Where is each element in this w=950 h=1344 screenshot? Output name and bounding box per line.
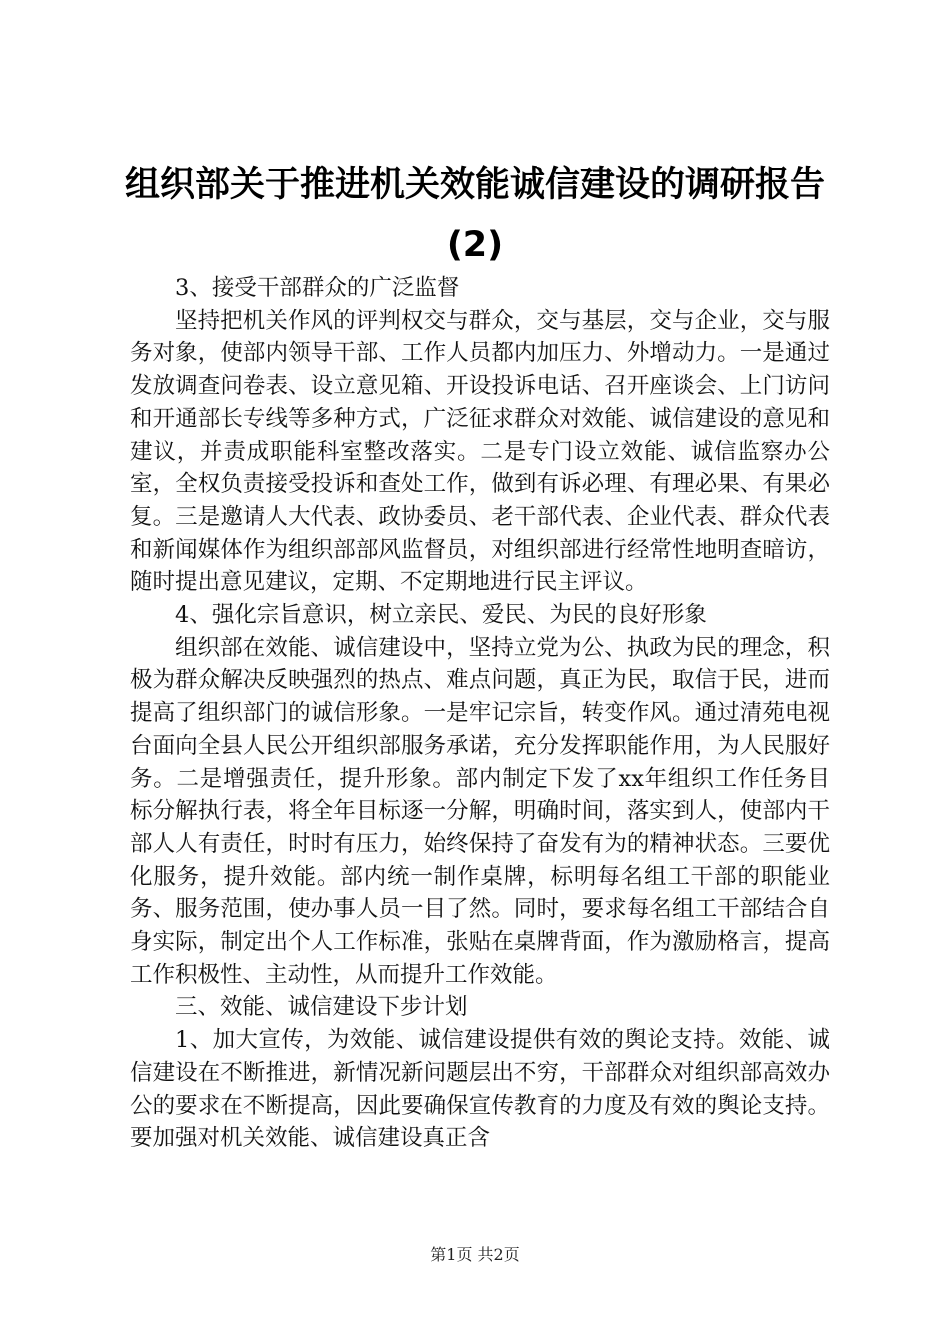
- section-heading: 三、效能、诚信建设下步计划: [175, 994, 468, 1021]
- section-heading: 3、接受干部群众的广泛监督: [175, 275, 460, 301]
- document-body: [130, 272, 830, 1155]
- section-heading: 4、强化宗旨意识，树立亲民、爱民、为民的良好形象: [175, 602, 707, 629]
- document-title: 组织部关于推进机关效能诚信建设的调研报告: [124, 165, 825, 205]
- document-title-continuation: (2): [446, 225, 504, 265]
- body-paragraph: 坚持把机关作风的评判权交与群众，交与基层，交与企业，交与服务对象，使部内领导干部、工作人员都内加压力、外增动力。一是通过发放调查问卷表、设立意见箱、开设投诉电话、召开座谈会、上门访问和开通部长专线等多种方式，广泛征求群众对效能、诚信建设的意见和建议，并责成职能科室整改落实。二是专门设立效能、诚信监察办公室，全权负责接受投诉和查处工作，做到有诉必理、有理必果、有果必复。三是邀请人大代表、政协委员、老干部代表、企业代表、群众代表和新闻媒体作为组织部部风监督员，对组织部进行经常性地明查暗访，随时提出意见建议，定期、不定期地进行民主评议。: [130, 307, 830, 596]
- body-paragraph: 组织部在效能、诚信建设中，坚持立党为公、执政为民的理念，积极为群众解决反映强烈的热点、难点问题，真正为民，取信于民，进而提高了组织部门的诚信形象。一是牢记宗旨，转变作风。通过清苑电视台面向全县人民公开组织部服务承诺，充分发挥职能作用，为人民服好务。二是增强责任，提升形象。部内制定下发了xx年组织工作任务目标分解执行表，将全年目标逐一分解，明确时间，落实到人，使部内干部人人有责任，时时有压力，始终保持了奋发有为的精神状态。三要优化服务，提升效能。部内统一制作桌牌，标明每名组工干部的职能业务、服务范围，使办事人员一目了然。同时，要求每名组工干部结合自身实际，制定出个人工作标准，张贴在桌牌背面，作为激励格言，提高工作积极性、主动性，从而提升工作效能。: [130, 634, 830, 988]
- body-paragraph: 1、加大宣传，为效能、诚信建设提供有效的舆论支持。效能、诚信建设在不断推进，新情况新问题层出不穷，干部群众对组织部高效办公的要求在不断提高，因此要确保宣传教育的力度及有效的舆论支持。要加强对机关效能、诚信建设真正含: [130, 1027, 830, 1152]
- page-number-footer: 第1页 共2页: [430, 1245, 520, 1264]
